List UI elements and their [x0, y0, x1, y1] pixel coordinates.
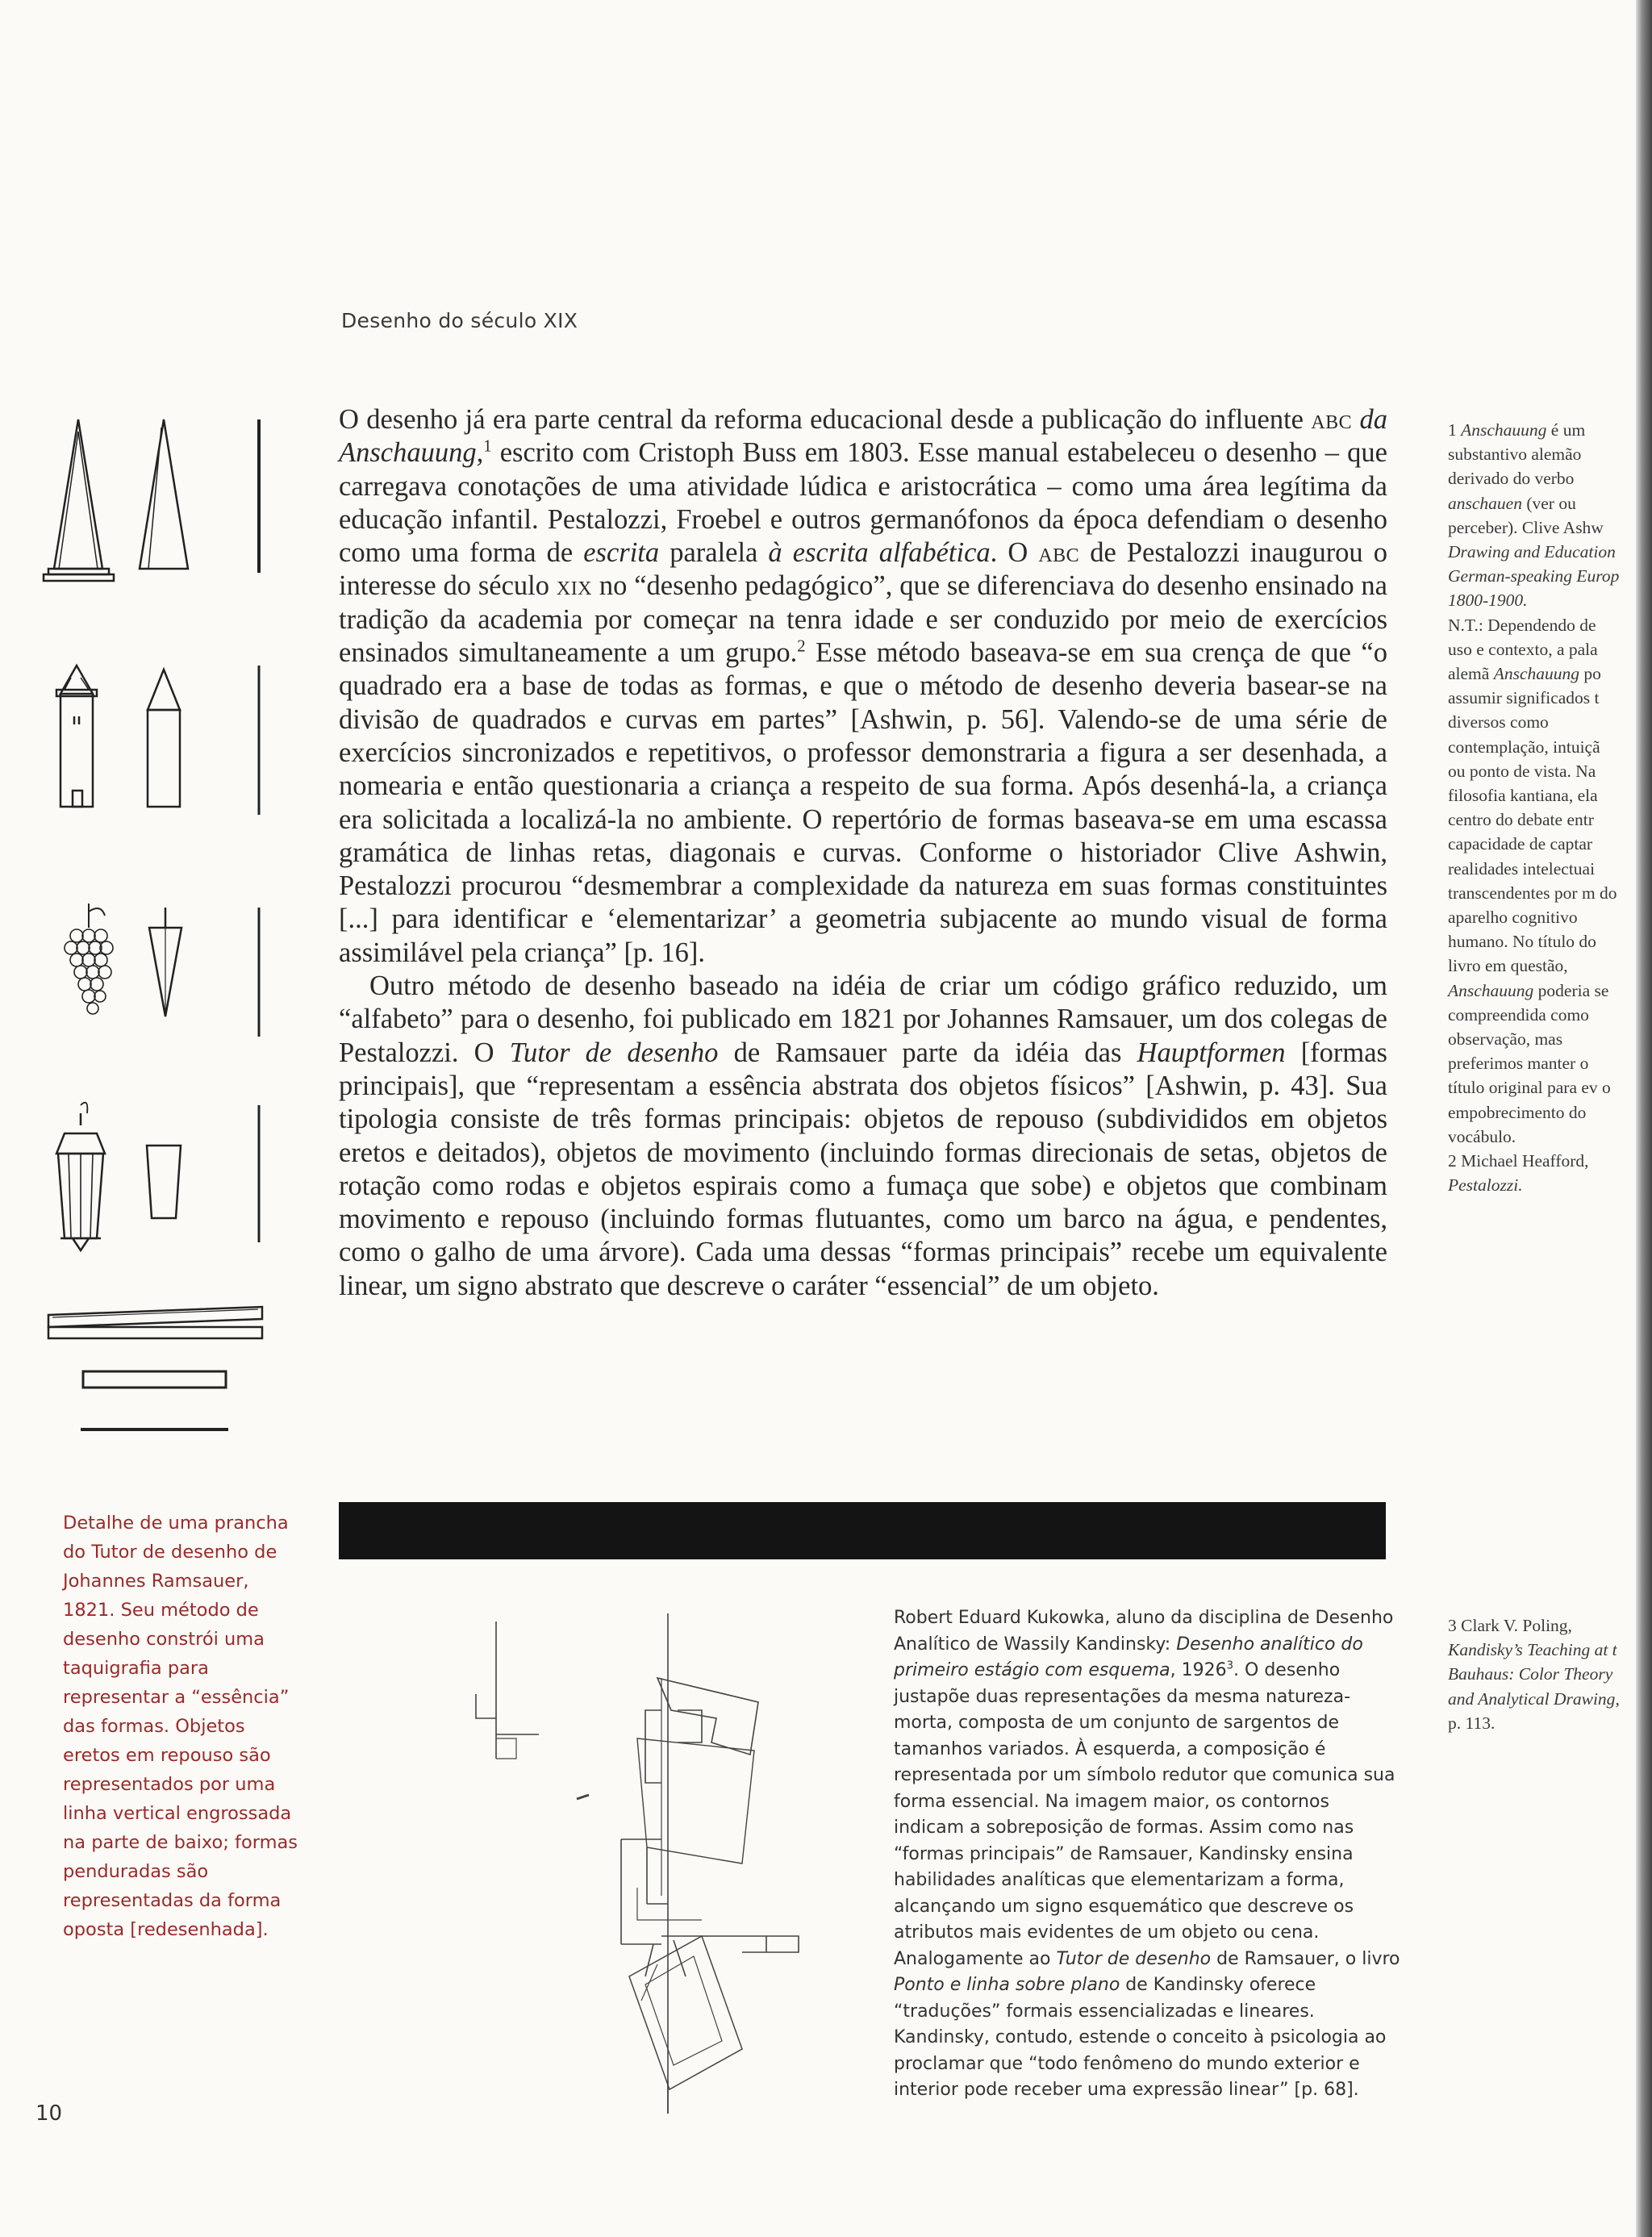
body-text [339, 403, 1387, 1303]
text-segment: , p. 113. [1448, 1688, 1620, 1733]
text-segment: Hauptformen [1137, 1037, 1286, 1068]
text-segment: 1 [1448, 420, 1462, 440]
text-segment: xix [556, 570, 593, 602]
text-segment: Robert Eduard Kukowka, aluno da disciplina de Desenho Analítico de Wassily Kandinsky: [894, 1608, 1394, 1655]
text-segment: 1 [483, 437, 492, 456]
text-segment: Tutor de desenho [1056, 1948, 1212, 1969]
sidenotes-bottom [1448, 1613, 1621, 1735]
text-segment: à escrita alfabética [768, 537, 991, 569]
text-segment: (ver ou perceber). Clive Ashw [1448, 493, 1604, 537]
caption-right-text [894, 1605, 1404, 2104]
text-segment: Anschauung [1493, 664, 1579, 684]
text-segment: de Ramsauer parte da idéia das [718, 1037, 1137, 1068]
sidenote [1448, 1613, 1621, 1735]
text-segment: Ponto e linha sobre plano [894, 1975, 1120, 1995]
text-segment: Outro método de desenho baseado na idéia de criar um código gráfico reduzido, um “alfabeto” para o desenho, foi publicado em 1821 por Johannes Ramsauer, um dos colegas de Pestalozzi. O [339, 970, 1387, 1068]
text-segment: abc [1311, 404, 1353, 435]
text-segment: Kandisky’s Teaching at t Bauhaus: Color Theory and Analytical Drawing [1448, 1640, 1617, 1709]
sidenote [1448, 613, 1621, 1149]
text-segment: paralela [659, 537, 769, 569]
kukowka-analytical-drawing [460, 1597, 879, 2114]
text-segment: N.T.: Dependendo de uso e contexto, a pala alemã [1448, 615, 1598, 684]
sidenote [1448, 1149, 1621, 1197]
slab-drawing [48, 1307, 262, 1338]
body-paragraph-2 [339, 970, 1387, 1303]
text-segment: escrita [583, 537, 660, 569]
obelisk-drawing [44, 419, 114, 581]
text-segment: é um substantivo alemão derivado do verbo [1448, 420, 1586, 489]
tower-drawing [56, 666, 97, 807]
text-segment: escrito com Cristoph Buss em 1803. Esse manual estabeleceu o desenho – que carregava conotações de uma atividade lúdica e aristocrática – como uma área legítima da educação infantil. Pestalozzi, Froebel e outros germanófonos da época defendiam o desenho como uma forma de [339, 437, 1387, 569]
lantern-drawing [56, 1103, 105, 1250]
black-divider-bar [339, 1502, 1386, 1559]
caption-right [894, 1605, 1404, 2104]
text-segment: O desenho já era parte central da reforma educacional desde a publicação do influente [339, 404, 1312, 435]
text-segment: de Kandinsky oferece “traduções” formais essencializadas e lineares. Kandinsky, contudo, estende o conceito à psicologia ao proclamar que “todo fenômeno do mundo exterior e interior pode receber uma expressão linear” [p. 68]. [894, 1975, 1387, 2100]
body-paragraph-1 [339, 403, 1387, 970]
text-segment: Anschauung [1461, 420, 1547, 440]
outline-rectangle [83, 1371, 226, 1388]
caption-left: Detalhe de uma prancha do Tutor de desenho de Johannes Ramsauer, 1821. Seu método de desenho constrói uma taquigrafia para representar a “essência” das formas. Objetos eretos em repouso são representados por uma linha vertical engrossada na parte de baixo; formas penduradas são representadas da forma oposta [redesenhada]. [63, 1513, 298, 1940]
text-segment: poderia se compreendida como observação, mas preferimos manter o título original para ev o empobrecimento do vocábulo. [1448, 980, 1611, 1146]
reductive-symbol-drawing [476, 1621, 539, 1759]
text-segment: Desenho analítico do primeiro estágio com esquema [894, 1634, 1363, 1680]
text-segment: German-speaking Europ [1448, 566, 1620, 586]
text-segment: no “desenho pedagógico”, que se diferenciava do desenho ensinado na tradição da academia por começar na tenra idade e ser conduzido por meio de exercícios ensinados simultaneamente a um grupo. [339, 570, 1387, 669]
text-segment: Drawing and Education [1448, 542, 1616, 562]
text-segment: [formas principais], que “representam a essência abstrata dos objetos físicos” [Ashwin, p. 43]. Sua tipologia consiste de três formas principais: objetos de repouso (subdivididos em objetos eretos e deitados), objetos de movimento (incluindo formas direcionais de setas, objetos de rotação como rodas e objetos espirais como a fumaça que sobe) e objetos que combinam movimento e repouso (incluindo formas flutuantes, como um barco na água, e pendentes, como o galho de uma árvore). Cada uma dessas “formas principais” recebe um equivalente linear, um signo abstrato que descreve o caráter “essencial” de um objeto. [339, 1037, 1387, 1301]
small-mark [577, 1795, 589, 1799]
spire-drawing [140, 419, 188, 569]
text-segment: Tutor de desenho [509, 1037, 719, 1068]
text-segment: anschauen [1448, 493, 1522, 513]
grapes-drawing [65, 904, 113, 1014]
text-segment: . O [990, 537, 1039, 569]
text-segment: 2 Michael Heafford, [1448, 1151, 1589, 1171]
outline-tower-drawing [148, 670, 180, 807]
text-segment: Esse método baseava-se em sua crença de que “o quadrado era a base de todas as formas, e que o método de desenho deveria basear-se na divisão de quadrados e curvas em partes” [Ashwin, p. 56]. Valendo-se de uma série de exercícios sincronizados e repetitivos, o professor demonstraria a figura a ser desenhada, a nomearia e então questionaria a criança a respeito de sua forma. Após desenhá-la, a criança era solicitada a localizá-la no ambiente. O repertório de formas baseava-se em uma escassa gramática de linhas retas, diagonais e curvas. Conforme o historiador Clive Ashwin, Pestalozzi procurou “desmembrar a complexidade da natureza em suas formas constituintes [...] para identificar e ‘elementarizar’ a geometria subjacente ao mundo visual de forma assimilável pela criança” [p. 16]. [339, 637, 1387, 968]
text-segment: 3 Clark V. Poling, [1448, 1616, 1572, 1635]
text-segment: de Ramsauer, o livro [1211, 1948, 1400, 1969]
text-segment: de Pestalozzi inaugurou o interesse do século [339, 537, 1387, 602]
text-segment: po assumir significados t diversos como contemplação, intuiçã ou ponto de vista. Na filosofia kantiana, ela centro do debate entr capacidade de captar realidades intelectuai transcendentes por m do aparelho cognitivo humano. No título do livro em questão, [1448, 664, 1617, 976]
text-segment: Anschauung [1448, 980, 1534, 1000]
text-segment: , 1926 [1170, 1660, 1227, 1680]
trapezoid-drawing [147, 1146, 181, 1218]
running-header: Desenho do século XIX [341, 309, 578, 332]
pendant-spear-drawing [149, 908, 181, 1016]
text-segment: . O desenho justapõe duas representações da mesma natureza-morta, composta de um conjunto de sargentos de tamanhos variados. À esquerda, a composição é representada por um símbolo redutor que comunica sua forma essencial. Na imagem maior, os contornos indicam a sobreposição de formas. Assim como nas “formas principais” de Ramsauer, Kandinsky ensina habilidades analíticas que elementarizam a forma, alcançando um signo esquemático que descreve os atributos mais evidentes de um objeto ou cena. Analogamente ao [894, 1660, 1395, 1969]
text-segment: 2 [797, 637, 806, 656]
ramsauer-forms-figure [32, 403, 290, 1452]
text-segment: Pestalozzi. [1448, 1175, 1523, 1196]
clamp-composition-drawing [621, 1613, 799, 2114]
text-segment: abc [1038, 537, 1080, 569]
page-number: 10 [35, 2101, 63, 2126]
sidenote [1448, 418, 1621, 613]
text-segment: da Anschauung, [339, 404, 1388, 469]
text-segment: 3 [1226, 1659, 1234, 1672]
sidenotes-top [1448, 418, 1621, 1198]
page-edge-shadow [1636, 0, 1652, 2237]
text-segment: 1800-1900. [1448, 591, 1528, 611]
